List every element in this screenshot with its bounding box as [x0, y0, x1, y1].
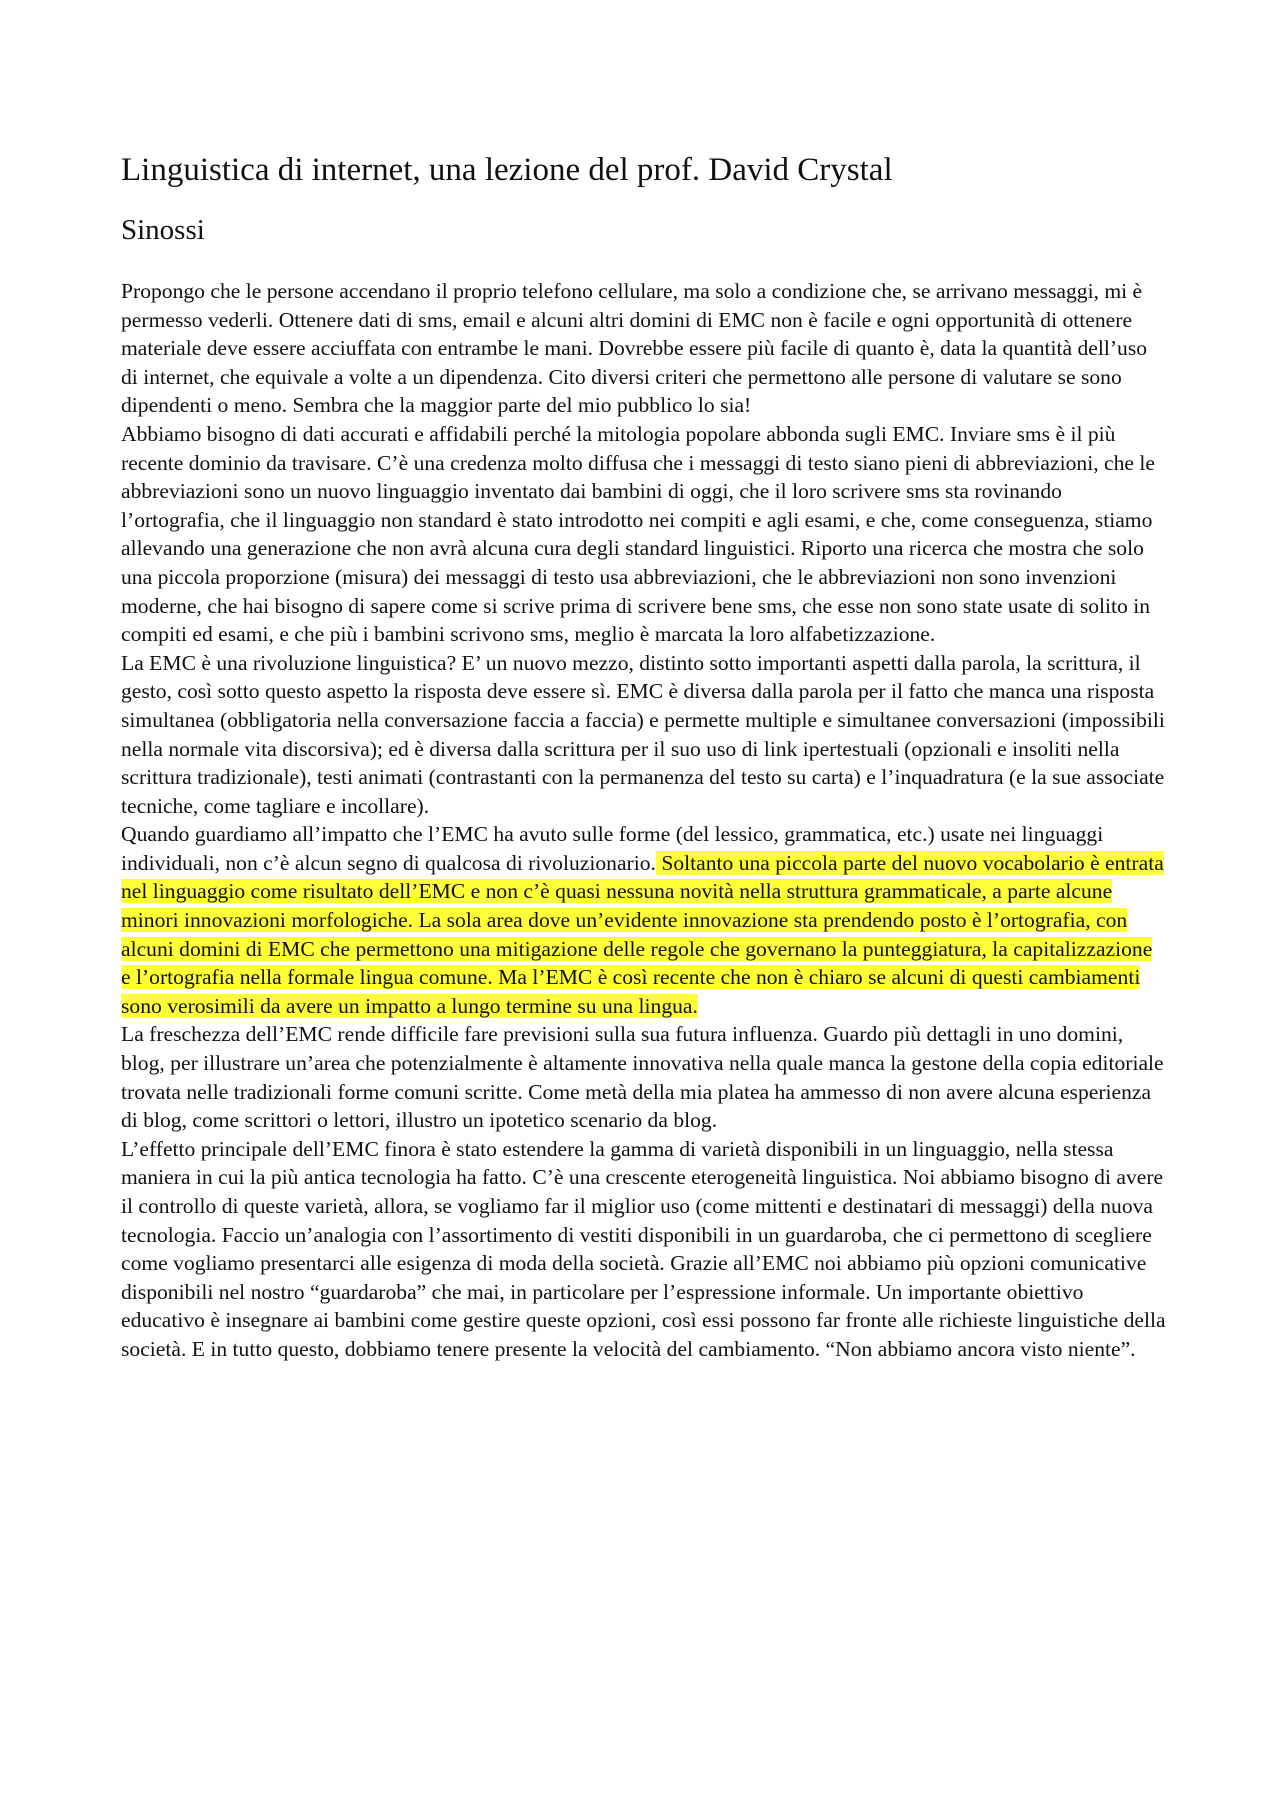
paragraph-4	[121, 820, 1166, 1020]
highlighted-passage: Soltanto una piccola parte del nuovo vocabolario è entrata nel linguaggio come risultato dell’EMC e non c’è quasi nessuna novità nella struttura grammaticale, a parte alcune minori innovazioni morfologiche. La sola area dove un’evidente innovazione sta prendendo posto è l’ortografia, con alcuni domini di EMC che permettono una mitigazione delle regole che governano la punteggiatura, la capitalizzazione e l’ortografia nella formale lingua comune. Ma l’EMC è così recente che non è chiaro se alcuni di questi cambiamenti sono verosimili da avere un impatto a lungo termine su una lingua.	[121, 850, 1164, 1018]
document-title: Linguistica di internet, una lezione del prof. David Crystal	[121, 152, 893, 188]
paragraph-3: La EMC è una rivoluzione linguistica? E’ un nuovo mezzo, distinto sotto importanti aspetti dalla parola, la scrittura, il gesto, così sotto questo aspetto la risposta deve essere sì. EMC è diversa dalla parola per il fatto che manca una risposta simultanea (obbligatoria nella conversazione faccia a faccia) e permette multiple e simultanee conversazioni (impossibili nella normale vita discorsiva); ed è diversa dalla scrittura per il suo uso di link ipertestuali (opzionali e insoliti nella scrittura tradizionale), testi animati (contrastanti con la permanenza del testo su carta) e l’inquadratura (e la sue associate tecniche, come tagliare e incollare).	[121, 650, 1165, 818]
document-subtitle: Sinossi	[121, 214, 205, 246]
paragraph-1: Propongo che le persone accendano il proprio telefono cellulare, ma solo a condizione che, se arrivano messaggi, mi è permesso vederli. Ottenere dati di sms, email e alcuni altri domini di EMC non è facile e ogni opportunità di ottenere materiale deve essere acciuffata con entrambe le mani. Dovrebbe essere più facile di quanto è, data la quantità dell’uso di internet, che equivale a volte a un dipendenza. Cito diversi criteri che permettono alle persone di valutare se sono dipendenti o meno. Sembra che la maggior parte del mio pubblico lo sia!	[121, 279, 1148, 418]
paragraph-6: L’effetto principale dell’EMC finora è stato estendere la gamma di varietà disponibili in un linguaggio, nella stessa maniera in cui la più antica tecnologia ha fatto. C’è una crescente eterogeneità linguistica. Noi abbiamo bisogno di avere il controllo di queste varietà, allora, se vogliamo far il miglior uso (come mittenti e destinatari di messaggi) della nuova tecnologia. Faccio un’analogia con l’assortimento di vestiti disponibili in un guardaroba, che ci permettono di scegliere come vogliamo presentarci alle esigenza di moda della società. Grazie all’EMC noi abbiamo più opzioni comunicative disponibili nel nostro “guardaroba” che mai, in particolare per l’espressione informale. Un importante obiettivo educativo è insegnare ai bambini come gestire queste opzioni, così essi possono far fronte alle richieste linguistiche della società. E in tutto questo, dobbiamo tenere presente la velocità del cambiamento. “Non abbiamo ancora visto niente”.	[121, 1136, 1166, 1361]
paragraph-5: La freschezza dell’EMC rende difficile fare previsioni sulla sua futura influenza. Guardo più dettagli in uno domini, blog, per illustrare un’area che potenzialmente è altamente innovativa nella quale manca la gestone della copia editoriale trovata nelle tradizionali forme comuni scritte. Come metà della mia platea ha ammesso di non avere alcuna esperienza di blog, come scrittori o lettori, illustro un ipotetico scenario da blog.	[121, 1022, 1164, 1133]
paragraph-2: Abbiamo bisogno di dati accurati e affidabili perché la mitologia popolare abbonda sugli EMC. Inviare sms è il più recente dominio da travisare. C’è una credenza molto diffusa che i messaggi di testo siano pieni di abbreviazioni, che le abbreviazioni sono un nuovo linguaggio inventato dai bambini di oggi, che il loro scrivere sms sta rovinando l’ortografia, che il linguaggio non standard è stato introdotto nei compiti e agli esami, e che, come conseguenza, stiamo allevando una generazione che non avrà alcuna cura degli standard linguistici. Riporto una ricerca che mostra che solo una piccola proporzione (misura) dei messaggi di testo usa abbreviazioni, che le abbreviazioni non sono invenzioni moderne, che hai bisogno di sapere come si scrive prima di scrivere bene sms, che esse non sono state usate di solito in compiti ed esami, e che più i bambini scrivono sms, meglio è marcata la loro alfabetizzazione.	[121, 421, 1155, 647]
document-content	[121, 150, 1166, 1364]
document-body	[121, 277, 1166, 1364]
paragraph-4-text: Quando guardiamo all’impatto che l’EMC ha avuto sulle forme (del lessico, grammatica, etc.) usate nei linguaggi individuali, non c’è alcun segno di qualcosa di rivoluzionario.	[121, 822, 1104, 875]
